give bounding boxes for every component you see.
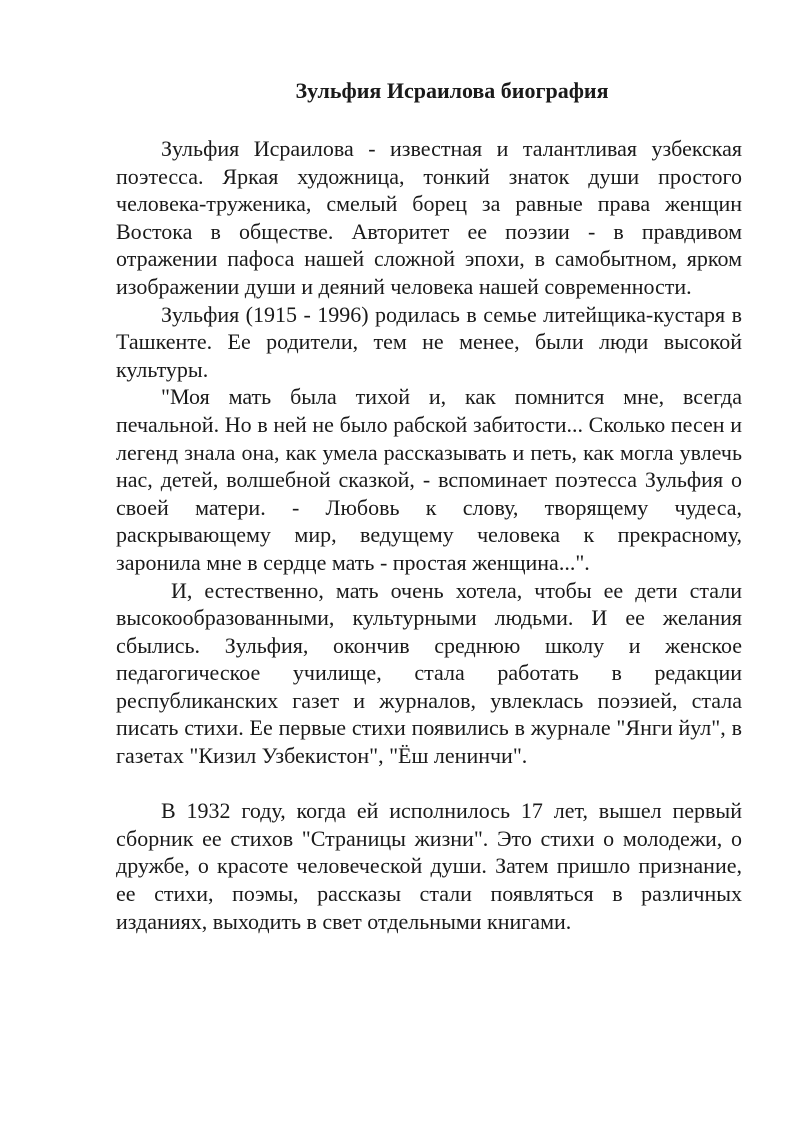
- document-title: Зульфия Исраилова биография: [295, 78, 609, 103]
- paragraph-mother-quote: "Моя мать была тихой и, как помнится мне, всегда печальной. Но в ней не было рабской забитости... Сколько песен и легенд знала она, как умела рассказывать и петь, как могла увлечь нас, детей, волшебной сказкой, - вспоминает поэтесса Зульфия о своей матери. - Любовь к слову, творящему чудеса, раскрывающему мир, ведущему человека к прекрасному, заронила мне в сердце мать - простая женщина...".: [116, 384, 742, 575]
- paragraph-birth: Зульфия (1915 - 1996) родилась в семье литейщика-кустаря в Ташкенте. Ее родители, тем не менее, были люди высокой культуры.: [116, 301, 742, 382]
- document-body: [116, 135, 742, 935]
- paragraph-intro: Зульфия Исраилова - известная и талантливая узбекская поэтесса. Яркая художница, тонкий знаток души простого человека-труженика, смелый борец за равные права женщин Востока в обществе. Авторитет ее поэзии - в правдивом отражении пафоса нашей сложной эпохи, в самобытном, ярком изображении души и деяний человека нашей современности.: [116, 136, 742, 299]
- paragraph-first-collection: В 1932 году, когда ей исполнилось 17 лет, вышел первый сборник ее стихов "Страницы жизни". Это стихи о молодежи, о дружбе, о красоте человеческой души. Затем пришло признание, ее стихи, поэмы, рассказы стали появляться в различных изданиях, выходить в свет отдельными книгами.: [116, 798, 742, 934]
- paragraph-education: И, естественно, мать очень хотела, чтобы ее дети стали высокообразованными, культурными людьми. И ее желания сбылись. Зульфия, окончив среднюю школу и женское педагогическое училище, стала работать в редакции республиканских газет и журналов, увлеклась поэзией, стала писать стихи. Ее первые стихи появились в журнале "Янги йул", в газетах "Кизил Узбекистон", "Ёш ленинчи".: [116, 577, 742, 769]
